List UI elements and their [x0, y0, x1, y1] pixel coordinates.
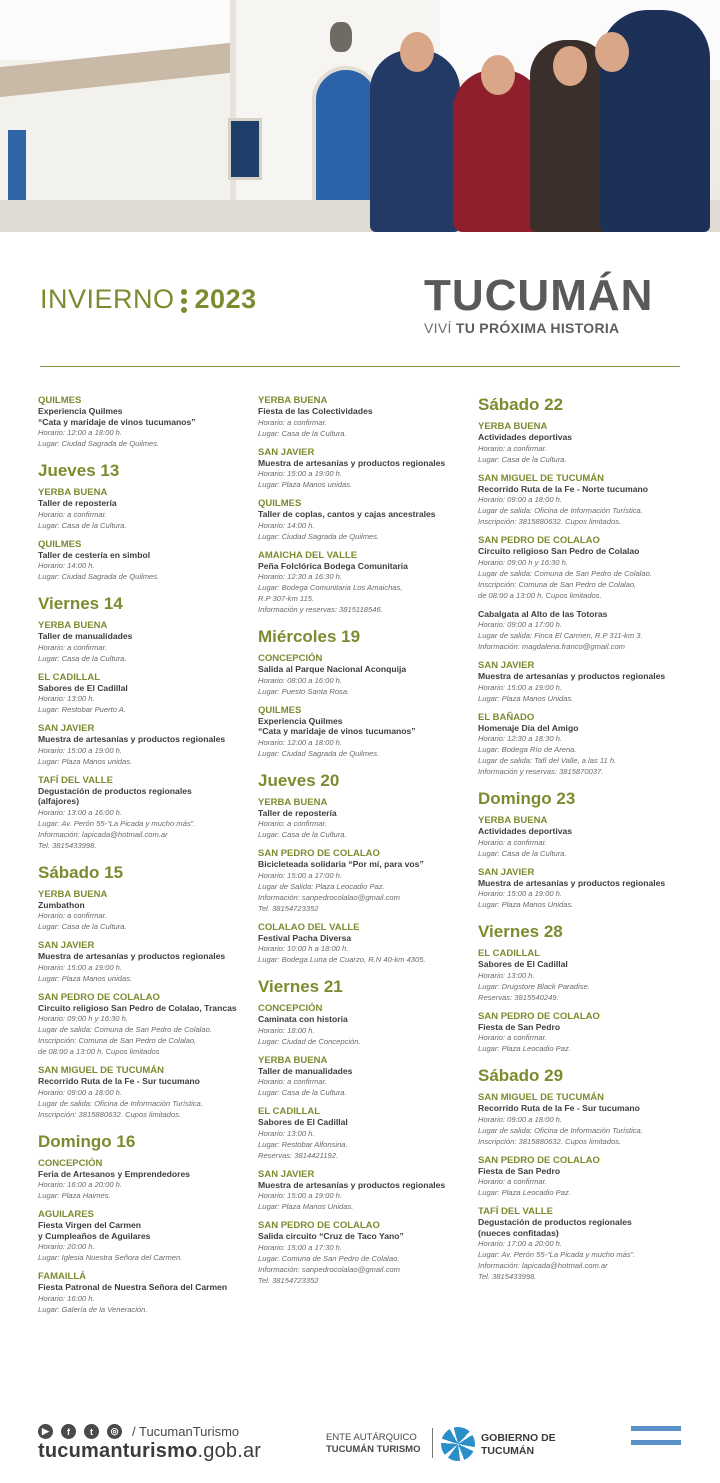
ente-line-2-wrap — [326, 1444, 420, 1456]
event-detail: Tel. 38154723352 — [258, 903, 319, 913]
event-title: Muestra de artesanías y productos regionales — [258, 1179, 446, 1190]
hero-actors — [365, 10, 720, 232]
event-detail: Lugar: Plaza Manos Unidas. — [478, 693, 574, 703]
schedule-column-1 — [38, 395, 253, 1323]
event-detail: Horario: a confirmar. — [478, 837, 547, 847]
hero-crest — [330, 22, 352, 52]
event-location: SAN PEDRO DE COLALAO — [38, 991, 160, 1003]
event-detail: Lugar: Plaza Manos unidas. — [38, 973, 133, 983]
site-rest: .gob.ar — [197, 1440, 262, 1462]
event-location: SAN JAVIER — [38, 940, 95, 951]
event-title: Fiesta de San Pedro — [478, 1165, 561, 1176]
ente-turismo-logo — [326, 1432, 420, 1456]
flag-stripe — [631, 1433, 681, 1438]
event-item — [38, 1158, 253, 1202]
event-detail: Horario: 15:00 a 19:00 h. — [478, 889, 563, 898]
event-detail: Horario: a confirmar. — [478, 1177, 547, 1186]
event-detail: Lugar de salida: Oficina de Información Turística. — [478, 1125, 643, 1135]
event-title: Actividades deportivas — [478, 826, 573, 836]
event-item — [38, 487, 253, 531]
event-detail: Lugar: Puesto Santa Rosa. — [258, 686, 350, 696]
event-detail: Lugar: Restobar Alfonsina. — [258, 1139, 348, 1149]
day-heading: Viernes 14 — [38, 594, 123, 613]
event-title: Fiesta de San Pedro — [478, 1021, 561, 1032]
event-detail: Horario: 09:00 h y 16:30 h. — [38, 1014, 128, 1023]
event-item — [258, 848, 473, 914]
event-item — [478, 712, 693, 778]
schedule-column-3 — [478, 395, 693, 1290]
event-title: Cabalgata al Alto de las Totoras — [478, 608, 608, 619]
event-detail: Horario: 15:00 a 19:00 h. — [258, 469, 343, 478]
event-detail: Horario: 13:00 h. — [258, 1128, 315, 1138]
event-title: Salida al Parque Nacional Aconquija — [258, 664, 407, 674]
event-location: AMAICHA DEL VALLE — [258, 549, 358, 561]
event-item — [258, 1055, 473, 1099]
event-detail: Horario: 15:00 a 19:00 h. — [38, 962, 123, 972]
event-title: Taller de repostería — [258, 807, 337, 818]
facebook-icon[interactable]: f — [61, 1424, 76, 1439]
event-title: Zumbathon — [38, 899, 85, 910]
event-location: QUILMES — [38, 395, 82, 406]
day-heading: Jueves 13 — [38, 461, 120, 480]
event-detail: Horario: 09:00 a 18:00 h. — [38, 1087, 123, 1097]
season-year: 2023 — [194, 284, 257, 314]
event-detail: Horario: 09:00 a 18:00 h. — [478, 1114, 563, 1124]
event-detail: Horario: 09:00 a 18:00 h. — [478, 495, 563, 504]
event-title: Circuito religioso San Pedro de Colalao, Trancas — [38, 1002, 237, 1013]
event-detail: Horario: 20:00 h. — [38, 1242, 95, 1251]
event-location: SAN PEDRO DE COLALAO — [478, 535, 600, 546]
gob-line-1: GOBIERNO DE — [481, 1432, 556, 1444]
brand-tagline — [424, 320, 684, 336]
event-item — [38, 1209, 253, 1263]
event-detail: Horario: 12:00 a 18:00 h. — [258, 737, 343, 747]
event-item — [38, 620, 253, 664]
event-item — [258, 447, 473, 491]
event-detail: Horario: 14:00 h. — [258, 520, 315, 530]
event-location: SAN JAVIER — [38, 723, 95, 734]
event-detail: Lugar: Plaza Manos unidas. — [258, 480, 353, 489]
tagline-plain: VIVÍ — [424, 320, 456, 336]
event-item — [38, 723, 253, 767]
event-detail: Inscripción: Comuna de San Pedro de Colalao, — [478, 579, 637, 589]
day-heading: Viernes 28 — [478, 922, 563, 941]
day-heading: Sábado 29 — [478, 1066, 564, 1085]
gob-line-1-wrap — [481, 1432, 556, 1445]
event-detail: Lugar de salida: Oficina de Información Turística. — [38, 1098, 203, 1108]
event-detail: Horario: 12:00 a 18:00 h. — [38, 428, 123, 437]
event-title: Muestra de artesanías y productos regionales — [478, 671, 666, 681]
actor-4-head — [595, 32, 629, 72]
event-location: QUILMES — [258, 704, 302, 716]
season-title — [40, 284, 257, 316]
day-heading: Viernes 21 — [258, 977, 343, 996]
event-title: Degustación de productos regionales — [38, 785, 192, 796]
tucuman-brand-logo — [424, 271, 684, 336]
event-detail: Horario: 15:00 a 19:00 h. — [478, 682, 563, 692]
event-detail: Lugar de salida: Tafí del Valle, a las 11 h. — [478, 756, 617, 765]
event-location: SAN PEDRO DE COLALAO — [478, 1010, 600, 1022]
event-location: EL CADILLAL — [38, 671, 101, 683]
event-title: Feria de Artesanos y Emprendedores — [38, 1168, 191, 1179]
event-detail: Lugar: Casa de la Cultura. — [258, 1088, 347, 1097]
event-location: SAN JAVIER — [258, 1168, 315, 1180]
site-bold: tucumanturismo — [38, 1440, 198, 1462]
event-detail: Horario: 17:00 a 20:00 h. — [478, 1239, 563, 1248]
event-title: Fiesta Virgen del Carmen — [38, 1220, 142, 1230]
event-detail: Lugar: Ciudad Sagrada de Quilmes. — [258, 748, 380, 758]
event-detail: Lugar: Casa de la Cultura. — [38, 922, 127, 931]
gobierno-emblem-icon — [441, 1427, 475, 1461]
actor-2-head — [481, 55, 515, 95]
event-location: QUILMES — [258, 498, 302, 509]
event-item — [478, 1206, 693, 1282]
event-title: Sabores de El Cadillal — [38, 682, 128, 693]
event-item — [478, 473, 693, 528]
gobierno-logo — [481, 1432, 556, 1458]
schedule-column-2 — [258, 395, 473, 1294]
event-detail: Horario: a confirmar. — [258, 819, 327, 828]
event-title: Taller de repostería — [38, 498, 117, 508]
event-detail: Horario: a confirmar. — [38, 642, 107, 652]
event-item — [258, 705, 473, 759]
event-item — [258, 395, 473, 439]
event-detail: Lugar: Plaza Manos unidas. — [38, 756, 133, 766]
event-title: Peña Folclórica Bodega Comunitaria — [258, 560, 408, 571]
event-detail: Horario: 13:00 h. — [478, 970, 535, 980]
event-detail: Horario: 14:00 h. — [38, 561, 95, 570]
event-detail: Horario: 09:00 a 17:00 h. — [478, 620, 563, 629]
event-detail: Tel. 38154723352 — [258, 1275, 319, 1285]
event-title: Salida circuito “Cruz de Taco Yano” — [258, 1231, 404, 1241]
event-title: Homenaje Día del Amigo — [478, 722, 579, 733]
event-location: SAN PEDRO DE COLALAO — [258, 848, 380, 859]
hero-photo — [0, 0, 720, 232]
hero-window — [228, 118, 262, 180]
event-title: Muestra de artesanías y productos regionales — [38, 951, 226, 961]
event-title: y Cumpleaños de Aguilares — [38, 1230, 151, 1241]
day-heading: Domingo 16 — [38, 1131, 136, 1151]
event-title: Muestra de artesanías y productos regionales — [478, 877, 666, 888]
flag-stripe — [631, 1426, 681, 1431]
event-title: Recorrido Ruta de la Fe - Sur tucumano — [478, 1103, 640, 1113]
event-location: SAN MIGUEL DE TUCUMÁN — [478, 472, 604, 484]
gob-line-2: TUCUMÁN — [481, 1445, 535, 1457]
event-item — [478, 1092, 693, 1147]
season-label: INVIERNO — [40, 284, 175, 314]
event-title: Degustación de productos regionales — [478, 1217, 632, 1227]
event-item — [478, 948, 693, 1003]
event-location: SAN JAVIER — [478, 866, 535, 878]
event-location: QUILMES — [38, 538, 82, 550]
event-location: COLALAO DEL VALLE — [258, 921, 360, 933]
event-detail: Lugar: Bodega Luna de Cuarzo, R.N 40-km 4305. — [258, 955, 426, 964]
brand-title: TUCUMÁN — [424, 271, 654, 320]
event-location: YERBA BUENA — [38, 487, 108, 498]
event-location: CONCEPCIÓN — [258, 653, 323, 664]
event-detail: Lugar: Casa de la Cultura. — [258, 830, 347, 839]
event-location: YERBA BUENA — [478, 815, 548, 826]
event-title: Experiencia Quilmes — [258, 715, 343, 726]
event-item — [38, 1271, 253, 1315]
event-detail: R.P 307-km 115. — [258, 594, 315, 603]
event-detail: Lugar de salida: Comuna de San Pedro de Colalao. — [478, 568, 652, 578]
event-detail: Horario: a confirmar. — [258, 417, 327, 427]
event-detail: Horario: 09:00 h y 16:30 h. — [478, 557, 568, 567]
page-header — [0, 232, 720, 372]
event-title: Recorrido Ruta de la Fe - Sur tucumano — [38, 1076, 200, 1086]
event-title: Actividades deportivas — [478, 432, 573, 442]
event-detail: Lugar: Plaza Manos Unidas. — [258, 1202, 354, 1211]
ente-line-1: ENTE AUTÁRQUICO — [326, 1432, 417, 1443]
event-title: Recorrido Ruta de la Fe - Norte tucumano — [478, 483, 648, 494]
event-detail: Horario: a confirmar. — [258, 1077, 327, 1086]
event-title: (nueces confitadas) — [478, 1227, 559, 1238]
event-item — [38, 775, 253, 851]
event-location: SAN MIGUEL DE TUCUMÁN — [38, 1065, 164, 1076]
event-detail: Lugar: Ciudad Sagrada de Quilmes. — [38, 439, 160, 448]
event-detail: Inscripción: Comuna de San Pedro de Colalao, — [38, 1036, 197, 1045]
event-location: SAN JAVIER — [478, 660, 535, 671]
event-location: EL CADILLAL — [478, 948, 541, 959]
event-location: YERBA BUENA — [258, 796, 328, 808]
event-item — [38, 672, 253, 716]
event-detail: Horario: 16:00 h. — [38, 1293, 95, 1303]
event-detail: Lugar: Av. Perón 55-“La Picada y mucho más”. — [478, 1250, 636, 1259]
event-title: “Cata y maridaje de vinos tucumanos” — [258, 726, 416, 736]
event-detail: Lugar: Casa de la Cultura. — [478, 848, 567, 858]
event-detail: Reservas: 3814421192. — [258, 1150, 339, 1160]
event-item — [38, 539, 253, 583]
hero-window-left — [8, 130, 26, 210]
event-item — [478, 867, 693, 911]
event-item — [478, 660, 693, 704]
event-detail: Horario: 15:00 a 17:30 h. — [258, 1242, 343, 1252]
event-detail: Inscripción: 3815880632. Cupos limitados. — [38, 1109, 182, 1119]
event-detail: Lugar: Plaza Leocadio Paz. — [478, 1188, 571, 1197]
event-title: Fiesta de las Colectividades — [258, 406, 373, 416]
event-detail: Lugar: Iglesia Nuestra Señora del Carmen. — [38, 1253, 183, 1262]
event-detail: Lugar: Casa de la Cultura. — [258, 428, 347, 438]
event-item — [478, 421, 693, 465]
footer — [0, 1400, 720, 1483]
event-detail: Lugar: Casa de la Cultura. — [38, 520, 127, 530]
event-detail: Lugar: Bodega Comunitaria Los Amaichas, — [258, 583, 403, 592]
event-detail: Lugar de salida: Comuna de San Pedro de Colalao. — [38, 1025, 212, 1034]
event-location: EL BAÑADO — [478, 711, 535, 723]
event-detail: Lugar: Ciudad Sagrada de Quilmes. — [38, 572, 160, 581]
event-detail: Información: sanpedrocolalao@gmail.com — [258, 892, 400, 902]
event-detail: Horario: 12:30 a 18:30 h. — [478, 734, 563, 743]
event-detail: Tel. 3815433998. — [38, 840, 97, 850]
event-item — [258, 922, 473, 966]
event-item — [258, 1220, 473, 1286]
event-detail: Lugar: Plaza Haimes. — [38, 1191, 111, 1200]
event-detail: de 08:00 a 13:00 h. Cupos limitados. — [478, 590, 602, 600]
event-detail: Lugar: Plaza Manos Unidas. — [478, 900, 574, 909]
social-links — [38, 1424, 239, 1439]
event-detail: Horario: 15:00 a 19:00 h. — [258, 1191, 343, 1200]
event-item — [38, 940, 253, 984]
event-location: YERBA BUENA — [38, 888, 108, 900]
header-divider — [40, 366, 680, 367]
event-location: FAMAILLÁ — [38, 1271, 87, 1282]
event-item — [258, 797, 473, 841]
website-link[interactable] — [38, 1440, 261, 1463]
day-heading: Sábado 15 — [38, 862, 124, 882]
event-location: EL CADILLAL — [258, 1106, 321, 1117]
event-title: “Cata y maridaje de vinos tucumanos” — [38, 416, 196, 427]
event-detail: Horario: 08:00 a 16:00 h. — [258, 675, 343, 685]
event-title: Taller de manualidades — [38, 631, 133, 641]
event-title: Taller de manualidades — [258, 1065, 353, 1076]
event-detail: Tel. 3815433998. — [478, 1272, 537, 1281]
event-detail: Lugar: Bodega Río de Arena. — [478, 745, 577, 754]
event-detail: Horario: 13:00 h. — [38, 694, 95, 703]
actor-3-head — [553, 46, 587, 86]
event-item — [38, 889, 253, 933]
day-heading: Miércoles 19 — [258, 627, 361, 646]
day-heading: Domingo 23 — [478, 789, 576, 808]
event-detail: Lugar: Ciudad de Concepción. — [258, 1036, 361, 1046]
event-detail: Horario: a confirmar. — [38, 911, 107, 920]
event-detail: Información: lapicada@hotmail.com.ar — [478, 1261, 608, 1270]
event-title: Muestra de artesanías y productos regionales — [258, 457, 446, 468]
event-detail: Horario: 13:00 a 16:00 h. — [38, 807, 123, 817]
event-item — [478, 815, 693, 859]
event-item — [258, 1003, 473, 1047]
footer-divider — [432, 1428, 433, 1458]
event-item — [258, 550, 473, 616]
event-detail: Lugar de Salida: Plaza Leocadio Paz. — [258, 881, 385, 891]
actor-1-head — [400, 32, 434, 72]
event-location: SAN MIGUEL DE TUCUMÁN — [478, 1092, 604, 1103]
event-location: TAFÍ DEL VALLE — [478, 1206, 553, 1217]
day-heading: Jueves 20 — [258, 770, 340, 790]
event-detail: Lugar: Casa de la Cultura. — [478, 454, 567, 464]
event-detail: Horario: a confirmar. — [478, 443, 547, 453]
event-location: SAN PEDRO DE COLALAO — [478, 1154, 600, 1166]
flag-icon — [631, 1426, 681, 1450]
event-detail: Lugar: Restobar Puerto A. — [38, 705, 126, 714]
event-detail: Información: lapicada@hotmail.com.ar — [38, 829, 168, 839]
event-title: Muestra de artesanías y productos regionales — [38, 734, 226, 744]
event-item — [258, 653, 473, 697]
event-location: CONCEPCIÓN — [38, 1157, 103, 1169]
event-item — [478, 1011, 693, 1055]
gob-line-2-wrap — [481, 1445, 556, 1458]
event-detail: Información: sanpedrocolalao@gmail.com — [258, 1264, 400, 1274]
event-detail: Horario: 10:00 h a 18:00 h. — [258, 944, 349, 953]
event-item — [478, 609, 693, 653]
event-detail: Lugar: Av. Perón 55-“La Picada y mucho más”. — [38, 818, 196, 828]
event-title: Bicicleteada solidaria “Por mí, para vos” — [258, 859, 424, 869]
event-title: Caminata con historia — [258, 1014, 348, 1024]
event-location: YERBA BUENA — [38, 620, 108, 631]
youtube-icon[interactable]: ▶ — [38, 1424, 53, 1439]
event-item — [478, 1155, 693, 1199]
event-title: Fiesta Patronal de Nuestra Señora del Carmen — [38, 1282, 228, 1292]
event-location: YERBA BUENA — [478, 421, 548, 432]
event-title: Experiencia Quilmes — [38, 406, 123, 416]
event-detail: Inscripción: 3815880632. Cupos limitados. — [478, 1136, 622, 1146]
event-location: AGUILARES — [38, 1209, 94, 1220]
event-item — [258, 1106, 473, 1161]
event-detail: Lugar: Comuna de San Pedro de Colalao. — [258, 1253, 400, 1263]
event-title: Taller de cestería en simbol — [38, 549, 151, 560]
event-detail: Horario: 16:00 a 20:00 h. — [38, 1180, 123, 1189]
event-item — [38, 992, 253, 1058]
tagline-bold: TU PRÓXIMA HISTORIA — [455, 320, 620, 336]
event-item — [258, 1169, 473, 1213]
event-location: CONCEPCIÓN — [258, 1003, 323, 1014]
event-location: SAN JAVIER — [258, 446, 315, 458]
event-detail: Horario: 15:00 a 19:00 h. — [38, 745, 123, 755]
event-detail: Información: magdalena.franco@gmail.com — [478, 642, 625, 651]
event-detail: Horario: 12:30 a 16:30 h. — [258, 572, 343, 581]
actor-1 — [370, 50, 460, 232]
event-detail: Lugar de salida: Oficina de Información Turística. — [478, 506, 643, 515]
event-detail: Reservas: 3815540249. — [478, 992, 559, 1002]
event-detail: Horario: 15:00 a 17:00 h. — [258, 870, 343, 880]
twitter-icon[interactable]: t — [84, 1424, 99, 1439]
event-detail: Lugar: Plaza Leocadio Paz. — [478, 1044, 571, 1053]
event-detail: Información y reservas: 3815118546. — [258, 605, 383, 614]
event-location: YERBA BUENA — [258, 1054, 328, 1066]
event-location: TAFÍ DEL VALLE — [38, 774, 113, 786]
event-item — [478, 535, 693, 601]
event-location: YERBA BUENA — [258, 395, 328, 406]
event-detail: Lugar: Galería de la Veneración. — [38, 1304, 148, 1314]
event-detail: Horario: a confirmar. — [38, 509, 107, 519]
event-detail: Inscripción: 3815880632. Cupos limitados. — [478, 517, 622, 526]
event-detail: Lugar: Drugstore Black Paradise. — [478, 981, 590, 991]
event-title: (alfajores) — [38, 796, 80, 806]
event-item — [258, 498, 473, 542]
event-title: Taller de coplas, cantos y cajas ancestrales — [258, 509, 436, 519]
flag-stripe — [631, 1440, 681, 1445]
ente-line-2: TUCUMÁN TURISMO — [326, 1444, 421, 1455]
event-title: Circuito religioso San Pedro de Colalao — [478, 546, 640, 556]
event-title: Festival Pacha Diversa — [258, 932, 352, 943]
event-detail: Información y reservas: 3815870037. — [478, 767, 604, 776]
event-detail: de 08:00 a 13:00 h. Cupos limitados — [38, 1047, 160, 1056]
event-item — [38, 395, 253, 449]
instagram-icon[interactable]: ◎ — [107, 1424, 122, 1439]
schedule-columns — [0, 395, 720, 1385]
event-item — [38, 1065, 253, 1120]
event-detail: Horario: 18:00 h. — [258, 1025, 315, 1035]
event-detail: Lugar de salida: Finca El Carmen, R.P 311-km 3. — [478, 631, 643, 640]
day-heading: Sábado 22 — [478, 395, 564, 414]
dots-separator-icon — [181, 286, 189, 316]
event-detail: Lugar: Ciudad Sagrada de Quilmes. — [258, 531, 380, 541]
event-title: Sabores de El Cadillal — [478, 959, 568, 969]
event-detail: Horario: a confirmar. — [478, 1033, 547, 1042]
social-handle[interactable]: / TucumanTurismo — [132, 1424, 240, 1439]
event-location: SAN PEDRO DE COLALAO — [258, 1220, 380, 1231]
event-detail: Lugar: Casa de la Cultura. — [38, 653, 127, 663]
event-title: Sabores de El Cadillal — [258, 1117, 348, 1127]
